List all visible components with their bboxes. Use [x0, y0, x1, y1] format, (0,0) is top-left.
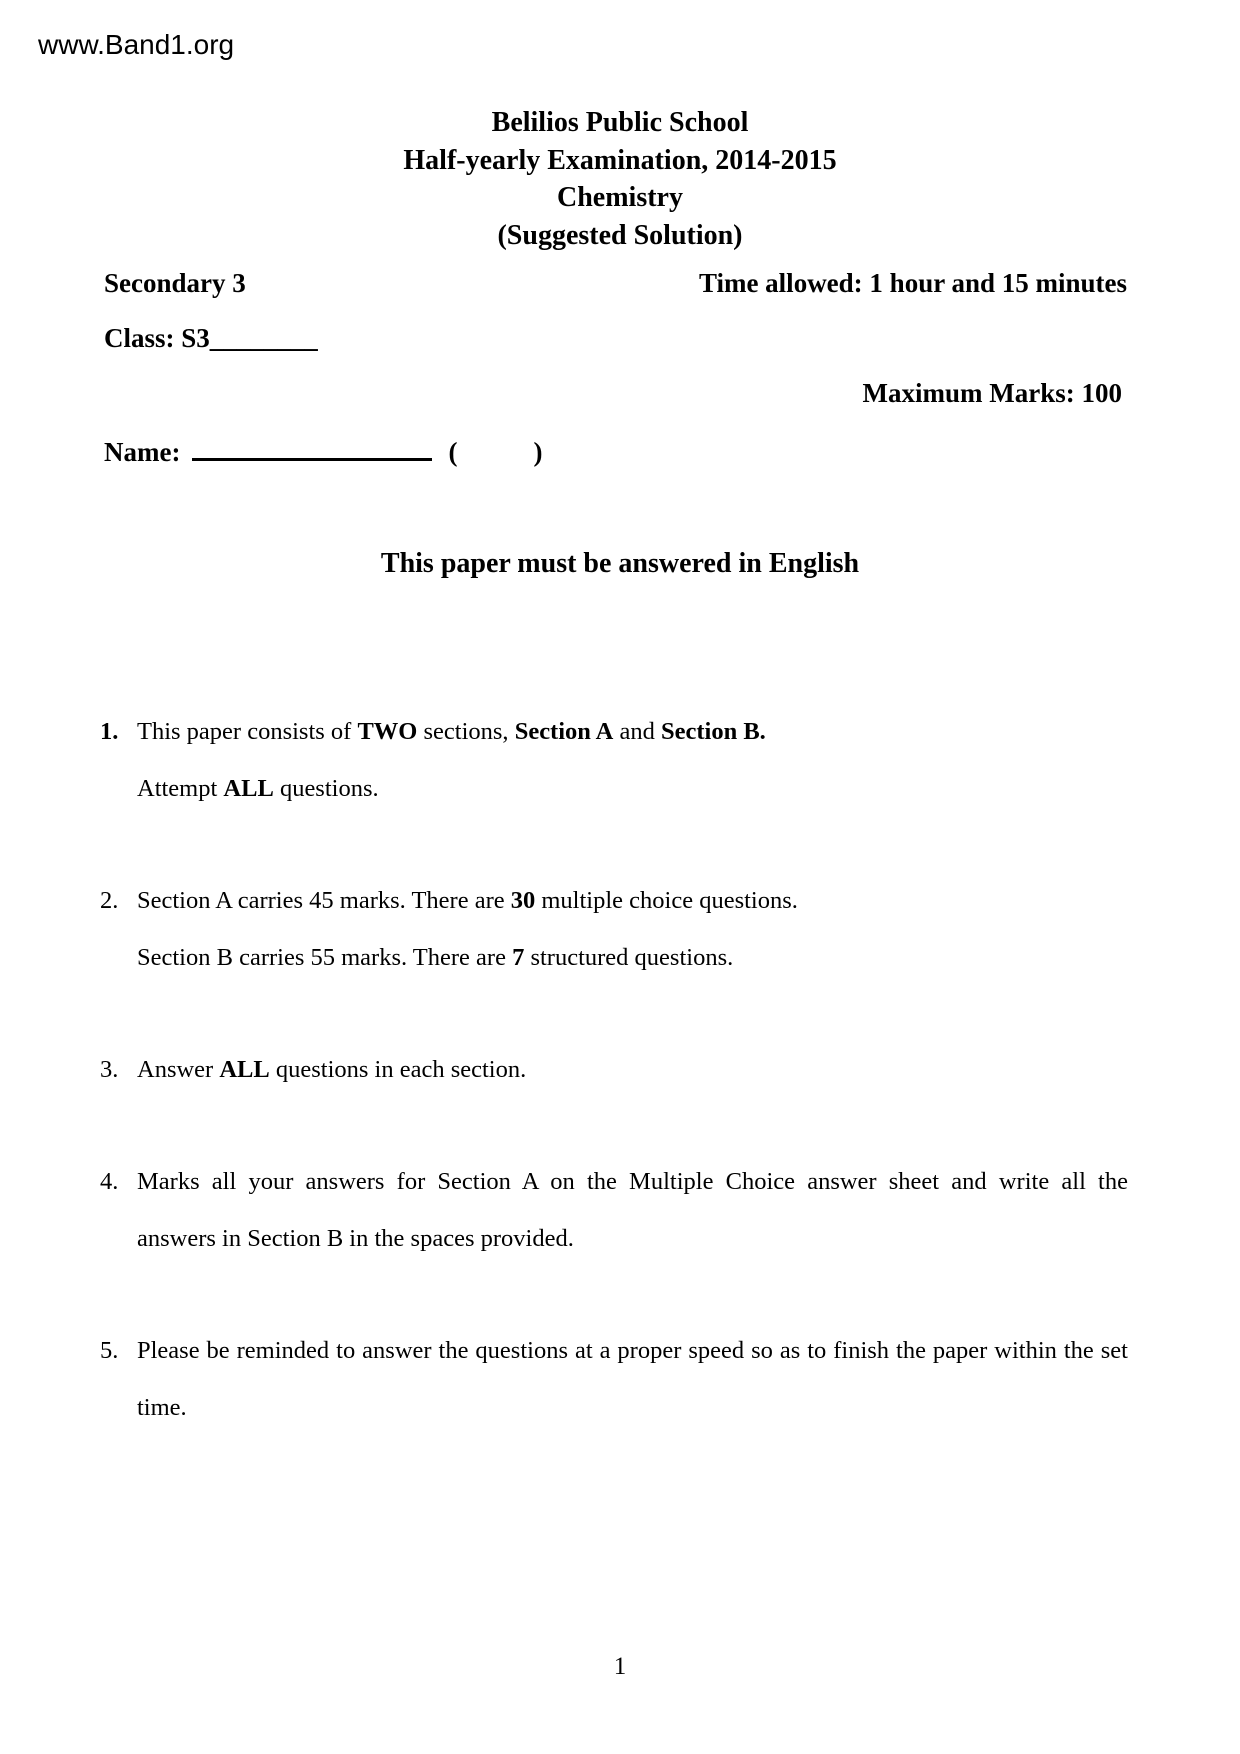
- level-label: Secondary 3: [104, 268, 246, 298]
- instruction-line: Attempt ALL questions.: [137, 775, 379, 802]
- site-watermark: www.Band1.org: [38, 29, 235, 60]
- name-row: [104, 439, 1127, 466]
- instruction-line: Please be reminded to answer the questions at a proper speed so as to finish the paper within the set: [137, 1337, 1128, 1364]
- class-label: Class: S3________: [104, 323, 318, 353]
- instruction-item: [100, 1153, 1128, 1267]
- instruction-line: time.: [137, 1394, 187, 1421]
- solution-note: (Suggested Solution): [497, 219, 743, 251]
- instruction-item: [100, 1041, 1128, 1098]
- instruction-line: answers in Section B in the spaces provided.: [137, 1225, 574, 1252]
- instruction-text: [137, 872, 1128, 986]
- instruction-line: Marks all your answers for Section A on the Multiple Choice answer sheet and write all the: [137, 1168, 1128, 1195]
- instruction-number: 1.: [100, 718, 119, 745]
- instruction-line: Section A carries 45 marks. There are 30 multiple choice questions.: [137, 887, 798, 914]
- instruction-line: This paper consists of TWO sections, Section A and Section B.: [137, 718, 766, 745]
- name-label: Name:: [104, 437, 181, 467]
- instruction-number: 4.: [100, 1168, 119, 1195]
- language-statement: This paper must be answered in English: [380, 548, 860, 579]
- instruction-item: [100, 1322, 1128, 1436]
- instruction-item: [100, 703, 1128, 817]
- max-marks-label: Maximum Marks: 100: [862, 378, 1122, 408]
- level-time-row: [104, 270, 1127, 297]
- class-number-paren-close: ): [533, 437, 543, 467]
- instruction-text: [137, 1041, 1128, 1098]
- page-number: 1: [613, 1653, 627, 1680]
- instruction-text: [137, 1153, 1128, 1267]
- instruction-number: 5.: [100, 1337, 119, 1364]
- school-name: Belilios Public School: [491, 107, 749, 138]
- instruction-text: [137, 703, 1128, 817]
- class-number-paren-open: (: [448, 437, 458, 467]
- class-row: [104, 325, 1127, 352]
- instructions-list: [100, 703, 1128, 1491]
- exam-name: Half-yearly Examination, 2014-2015: [403, 144, 837, 176]
- exam-title-block: [0, 104, 1240, 254]
- instruction-number: 2.: [100, 887, 119, 914]
- time-allowed-label: Time allowed: 1 hour and 15 minutes: [698, 268, 1127, 298]
- name-blank-line: [192, 453, 432, 461]
- instruction-line: Answer ALL questions in each section.: [137, 1056, 527, 1083]
- instruction-line: Section B carries 55 marks. There are 7 structured questions.: [137, 944, 734, 971]
- subject-name: Chemistry: [557, 182, 683, 213]
- instruction-item: [100, 872, 1128, 986]
- instruction-number: 3.: [100, 1056, 119, 1083]
- max-marks-row: [104, 380, 1122, 407]
- instruction-text: [137, 1322, 1128, 1436]
